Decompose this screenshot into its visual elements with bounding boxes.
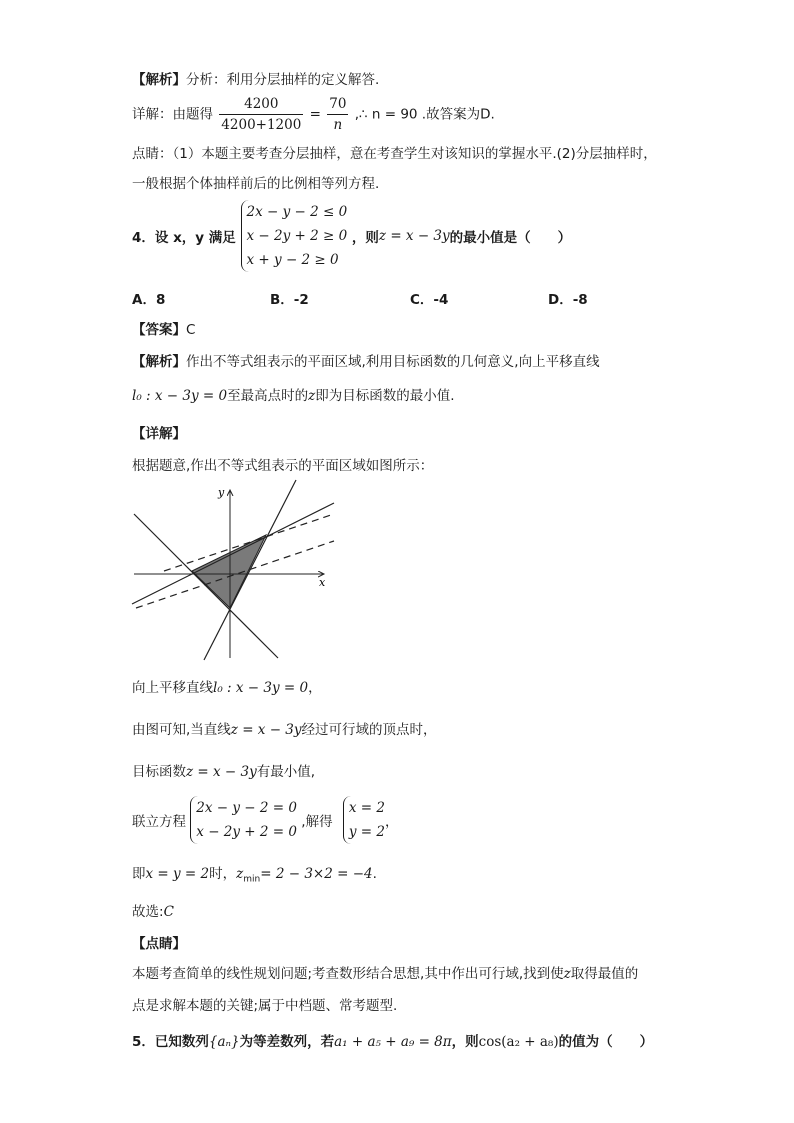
remark-line-1: 点睛：（1）本题主要考查分层抽样，意在考查学生对该知识的掌握水平.(2)分层抽样时， — [132, 146, 657, 162]
solution-y: y = 2 — [348, 824, 386, 840]
detail-equation-line — [132, 94, 495, 135]
detail-tag: 【详解】 — [132, 426, 186, 442]
system-row-1: 2x − y − 2 ≤ 0 — [246, 204, 348, 220]
step-5-sub: min — [243, 874, 261, 885]
equals-sign: = — [309, 106, 321, 123]
answer-value: C — [186, 322, 196, 338]
answer-tag: 【答案】 — [132, 322, 186, 338]
fraction-2-denominator: n — [333, 117, 343, 133]
step-4-system — [190, 796, 297, 844]
step-5-mid: 时， — [209, 866, 237, 882]
step-2-text: 由图可知,当直线 — [132, 722, 231, 738]
step-1 — [132, 676, 322, 696]
step-4 — [132, 796, 399, 844]
option-c: C．-4 — [410, 292, 449, 308]
analysis-end: 即为目标函数的最小值. — [315, 388, 455, 404]
step-5-math-3: = 2 − 3×2 = −4 — [260, 866, 373, 882]
question-4-expr: z = x − 3y — [378, 228, 450, 244]
fraction-1 — [219, 94, 303, 135]
step-3-text: 目标函数 — [132, 764, 186, 780]
comment-line-1 — [132, 962, 638, 982]
step-6-text: 故选: — [132, 904, 164, 920]
question-5-cond: a₁ + a₅ + a₉ = 8π — [334, 1034, 452, 1050]
question-4-system — [241, 200, 348, 272]
fraction-2 — [327, 94, 348, 135]
step-6-math: C — [163, 904, 174, 920]
step-1-text: 向上平移直线 — [132, 680, 213, 696]
step-3-math: z = x − 3y — [186, 764, 257, 780]
solution-analysis-tag: 【解析】 — [132, 354, 186, 370]
line-l0-equation: l₀ : x − 3y = 0 — [132, 388, 228, 404]
comment-1a: 本题考查简单的线性规划问题;考查数形结合思想,其中作出可行域,找到使 — [132, 966, 564, 982]
step-4-eq-1: 2x − y − 2 = 0 — [196, 800, 297, 816]
step-4-end: ， — [385, 814, 399, 830]
answer-line — [132, 318, 195, 338]
question-5-mid2: ，则 — [451, 1034, 479, 1050]
question-5-expr: cos(a₂ + a₈) — [478, 1034, 559, 1050]
detail-conclusion: ,∴ n = 90 .故答案为D. — [354, 106, 495, 123]
solution-analysis-line-1 — [132, 350, 600, 370]
solution-x: x = 2 — [348, 800, 385, 816]
remark-line-2: 一般根据个体抽样前后的比例相等列方程. — [132, 176, 380, 192]
question-5-mid: 为等差数列，若 — [239, 1034, 335, 1050]
step-5-z: z — [236, 866, 244, 882]
step-4-text: 联立方程 — [132, 814, 186, 830]
fraction-1-numerator: 4200 — [219, 94, 303, 115]
step-3 — [132, 760, 315, 780]
step-4-mid: ,解得 — [301, 814, 333, 830]
step-6 — [132, 900, 174, 920]
question-4-tail: 的最小值是（ ） — [449, 230, 572, 246]
detail-lead: 详解：由题得 — [132, 106, 213, 123]
question-5-lead: 5．已知数列 — [132, 1034, 209, 1050]
step-3-end: 有最小值, — [256, 764, 316, 780]
comment-tag: 【点睛】 — [132, 936, 186, 952]
question-5-tail: 的值为（ ） — [558, 1034, 654, 1050]
step-5-end: . — [372, 866, 377, 882]
feasible-region-graph — [128, 478, 340, 662]
comment-line-2: 点是求解本题的关键;属于中档题、常考题型. — [132, 998, 398, 1014]
system-row-2: x − 2y + 2 ≥ 0 — [246, 228, 348, 244]
step-5 — [132, 862, 377, 885]
question-4 — [132, 200, 571, 272]
x-axis-label: x — [319, 576, 326, 589]
step-1-end: ， — [308, 680, 322, 696]
step-5-text: 即 — [132, 866, 146, 882]
step-4-eq-2: x − 2y + 2 = 0 — [196, 824, 297, 840]
line-x-y-2 — [134, 514, 278, 658]
question-5-seq: {aₙ} — [208, 1034, 240, 1050]
option-a: A．8 — [132, 292, 166, 308]
option-b: B．-2 — [270, 292, 309, 308]
step-4-solution — [343, 796, 385, 844]
step-1-math: l₀ : x − 3y = 0 — [213, 680, 309, 696]
fraction-2-numerator: 70 — [327, 94, 348, 115]
analysis-z: z — [308, 388, 316, 404]
question-4-lead: 4．设 x，y 满足 — [132, 230, 236, 246]
y-axis-label: y — [218, 486, 225, 499]
option-d: D．-8 — [548, 292, 588, 308]
step-2-end: 经过可行域的顶点时， — [301, 722, 437, 738]
analysis-rest: 至最高点时的 — [227, 388, 309, 404]
feasible-region — [192, 535, 266, 608]
fraction-1-denominator: 4200+1200 — [221, 117, 302, 133]
solution-analysis-text: 作出不等式组表示的平面区域,利用目标函数的几何意义,向上平移直线 — [186, 354, 600, 370]
step-2-math: z = x − 3y — [230, 722, 302, 738]
step-2 — [132, 718, 437, 738]
system-row-3: x + y − 2 ≥ 0 — [246, 252, 339, 268]
analysis-line-1 — [132, 68, 379, 88]
comment-1z: z — [563, 966, 571, 982]
solution-analysis-line-2 — [132, 384, 455, 404]
analysis-text: 分析：利用分层抽样的定义解答. — [186, 72, 380, 88]
question-4-mid: ，则 — [351, 230, 379, 246]
detail-line-1: 根据题意,作出不等式组表示的平面区域如图所示： — [132, 458, 434, 474]
question-5 — [132, 1030, 653, 1050]
comment-1b: 取得最值的 — [570, 966, 639, 982]
step-5-math-1: x = y = 2 — [145, 866, 210, 882]
analysis-tag: 【解析】 — [132, 72, 186, 88]
